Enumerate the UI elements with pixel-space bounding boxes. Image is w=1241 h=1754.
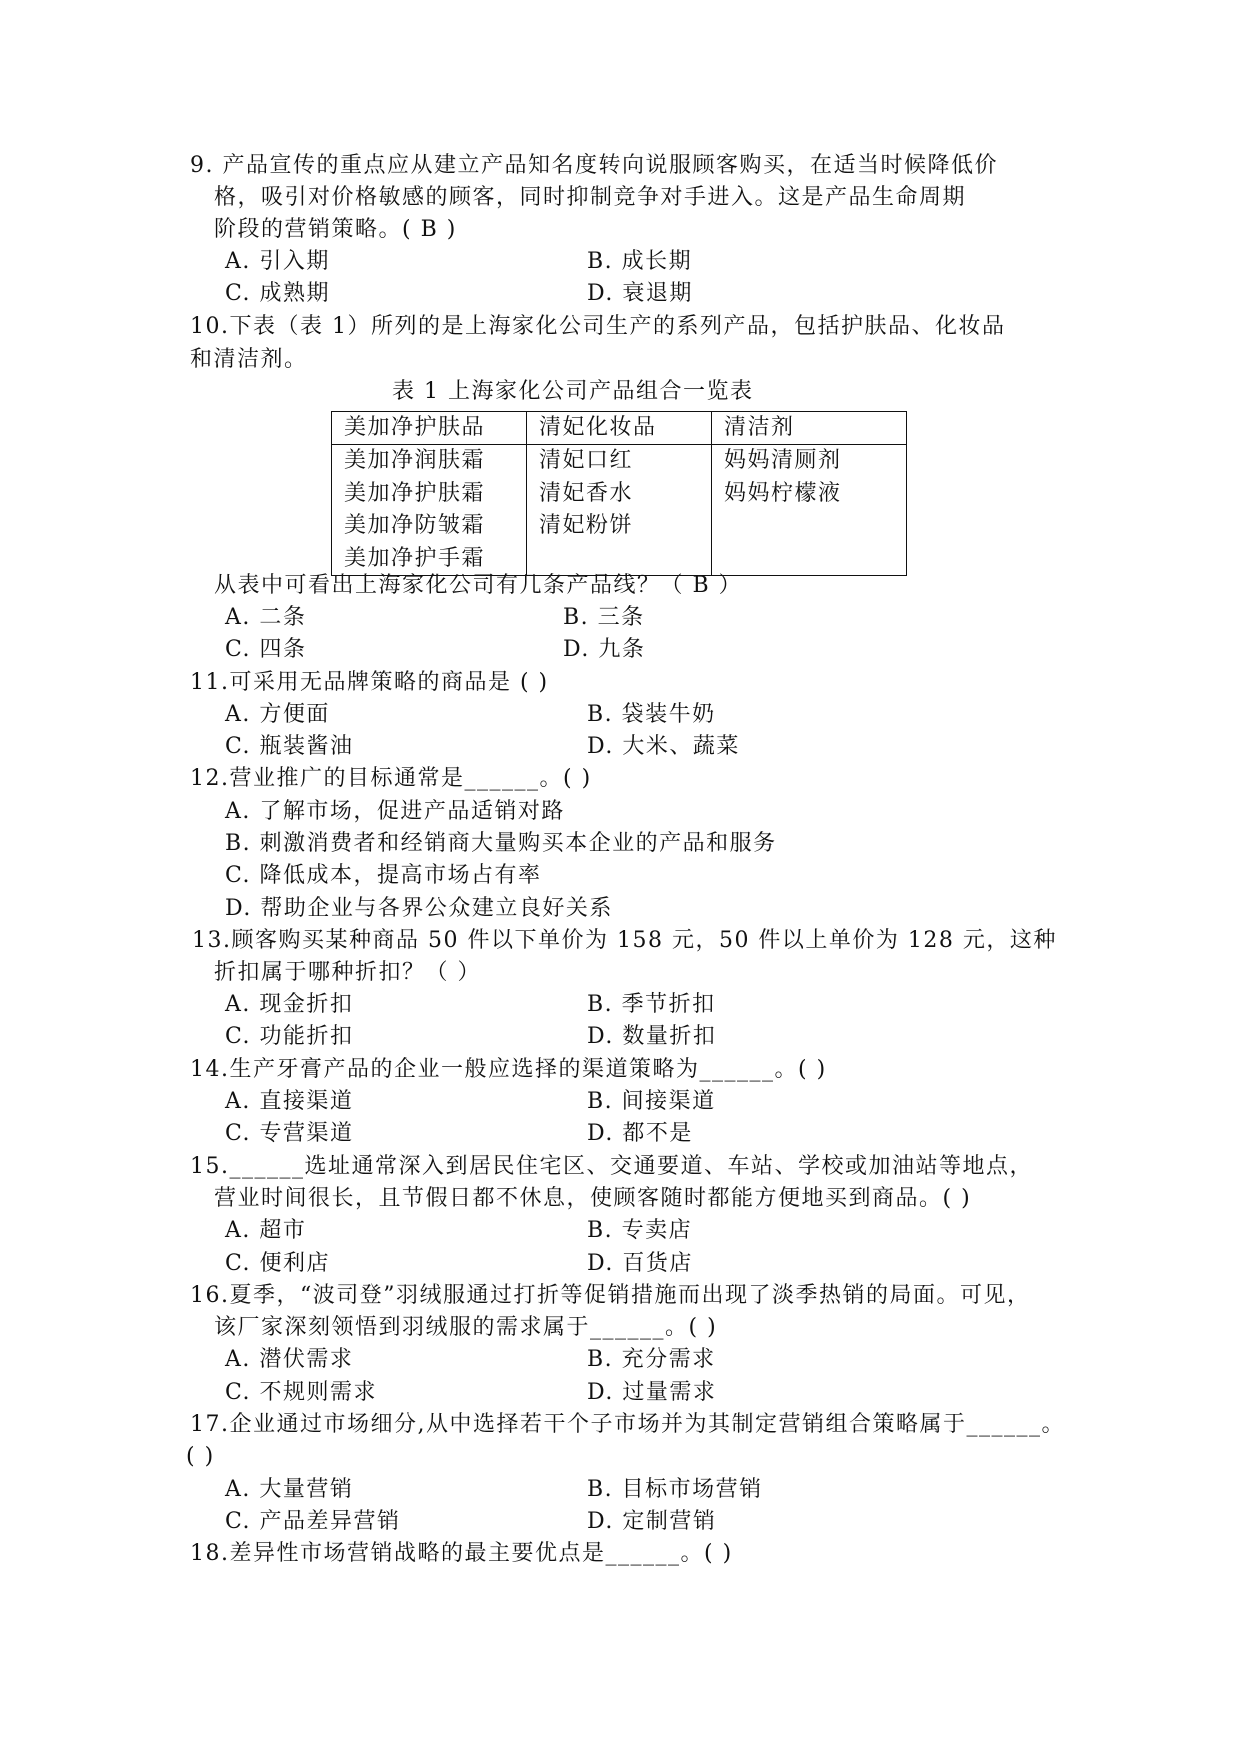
q14-line1: 14.生产牙膏产品的企业一般应选择的渠道策略为______。( ): [190, 1057, 827, 1082]
table-item: 美加净护肤霜: [344, 480, 486, 506]
table-item: 美加净护手霜: [344, 545, 486, 571]
table-item: 清妃香水: [539, 480, 634, 506]
q17-option-b: B. 目标市场营销: [587, 1477, 763, 1502]
table-item: 妈妈柠檬液: [724, 480, 842, 506]
table-item: 清妃粉饼: [539, 513, 634, 538]
q14-option-a: A. 直接渠道: [225, 1089, 354, 1114]
q18-line1: 18.差异性市场营销战略的最主要优点是______。( ): [190, 1541, 733, 1566]
q9-option-a: A. 引入期: [225, 249, 330, 274]
q17-line1: 17.企业通过市场细分,从中选择若干个子市场并为其制定营销组合策略属于______。: [190, 1412, 1065, 1437]
q9-line2: 格，吸引对价格敏感的顾客，同时抑制竞争对手进入。这是产品生命周期: [214, 185, 967, 210]
table-item: 美加净防皱霜: [344, 513, 486, 538]
q9-option-c: C. 成熟期: [225, 281, 331, 306]
table-item: 妈妈清厕剂: [724, 448, 842, 473]
q12-option-b: B. 刺激消费者和经销商大量购买本企业的产品和服务: [225, 831, 777, 856]
q14-option-d: D. 都不是: [587, 1121, 693, 1146]
q12-option-d: D. 帮助企业与各界公众建立良好关系: [225, 896, 613, 921]
table-cell: [332, 445, 527, 576]
q17-line2: ( ): [186, 1444, 215, 1469]
q10-option-d: D. 九条: [563, 637, 646, 662]
q9-line3: 阶段的营销策略。( B ): [214, 217, 457, 242]
table-cell: [712, 445, 907, 576]
q15-option-a: A. 超市: [225, 1218, 307, 1243]
table-header-cell: 清妃化妆品: [527, 412, 712, 445]
q13-option-b: B. 季节折扣: [587, 992, 716, 1017]
q16-option-b: B. 充分需求: [587, 1347, 716, 1372]
q15-line1: 15.______选址通常深入到居民住宅区、交通要道、车站、学校或加油站等地点，: [190, 1154, 1033, 1179]
q12-line1: 12.营业推广的目标通常是______。( ): [190, 766, 592, 791]
q16-option-d: D. 过量需求: [587, 1380, 717, 1405]
q16-line2: 该厂家深刻领悟到羽绒服的需求属于______。( ): [214, 1315, 718, 1340]
table-header-cell: 清洁剂: [712, 412, 907, 445]
table-cell: [527, 445, 712, 576]
q15-option-c: C. 便利店: [225, 1251, 331, 1276]
q13-option-c: C. 功能折扣: [225, 1024, 354, 1049]
q13-option-d: D. 数量折扣: [587, 1024, 717, 1049]
q14-option-c: C. 专营渠道: [225, 1121, 354, 1146]
q12-option-a: A. 了解市场，促进产品适销对路: [225, 799, 565, 824]
q10-question: 从表中可看出上海家化公司有几条产品线？（ B ）: [214, 573, 743, 598]
q11-line1: 11.可采用无品牌策略的商品是 ( ): [190, 670, 549, 695]
q13-line1: 13.顾客购买某种商品 50 件以下单价为 158 元，50 件以上单价为 128 元，这种: [192, 928, 1057, 953]
table-row: [332, 445, 907, 576]
q16-option-a: A. 潜伏需求: [225, 1347, 354, 1372]
q16-line1: 16.夏季，“波司登”羽绒服通过打折等促销措施而出现了淡季热销的局面。可见，: [190, 1283, 1031, 1308]
q13-option-a: A. 现金折扣: [225, 992, 354, 1017]
q14-option-b: B. 间接渠道: [587, 1089, 716, 1114]
q9-line1: 9. 产品宣传的重点应从建立产品知名度转向说服顾客购买，在适当时候降低价: [190, 153, 998, 178]
q11-option-b: B. 袋装牛奶: [587, 702, 716, 727]
q13-line2: 折扣属于哪种折扣？（ ）: [214, 960, 481, 985]
q10-option-c: C. 四条: [225, 637, 307, 662]
q15-option-d: D. 百货店: [587, 1251, 693, 1276]
q12-option-c: C. 降低成本，提高市场占有率: [225, 863, 542, 888]
q9-option-d: D. 衰退期: [587, 281, 693, 306]
q10-line1: 10.下表（表 1）所列的是上海家化公司生产的系列产品，包括护肤品、化妆品: [190, 314, 1006, 339]
q10-option-a: A. 二条: [225, 605, 307, 630]
q15-option-b: B. 专卖店: [587, 1218, 693, 1243]
table-caption: 表 1 上海家化公司产品组合一览表: [392, 379, 754, 404]
q9-option-b: B. 成长期: [587, 249, 693, 274]
table-item: 清妃口红: [539, 448, 634, 473]
table-header-row: [332, 412, 907, 445]
q10-line2: 和清洁剂。: [190, 347, 308, 372]
q17-option-d: D. 定制营销: [587, 1509, 717, 1534]
q16-option-c: C. 不规则需求: [225, 1380, 378, 1405]
q10-option-b: B. 三条: [563, 605, 645, 630]
table-header-cell: 美加净护肤品: [332, 412, 527, 445]
product-mix-table: [331, 411, 907, 576]
q17-option-a: A. 大量营销: [225, 1477, 354, 1502]
q17-option-c: C. 产品差异营销: [225, 1509, 401, 1534]
q11-option-a: A. 方便面: [225, 702, 330, 727]
q11-option-c: C. 瓶装酱油: [225, 734, 354, 759]
q15-line2: 营业时间很长，且节假日都不休息，使顾客随时都能方便地买到商品。( ): [214, 1186, 972, 1211]
table-item: 美加净润肤霜: [344, 448, 486, 473]
q11-option-d: D. 大米、蔬菜: [587, 734, 740, 759]
